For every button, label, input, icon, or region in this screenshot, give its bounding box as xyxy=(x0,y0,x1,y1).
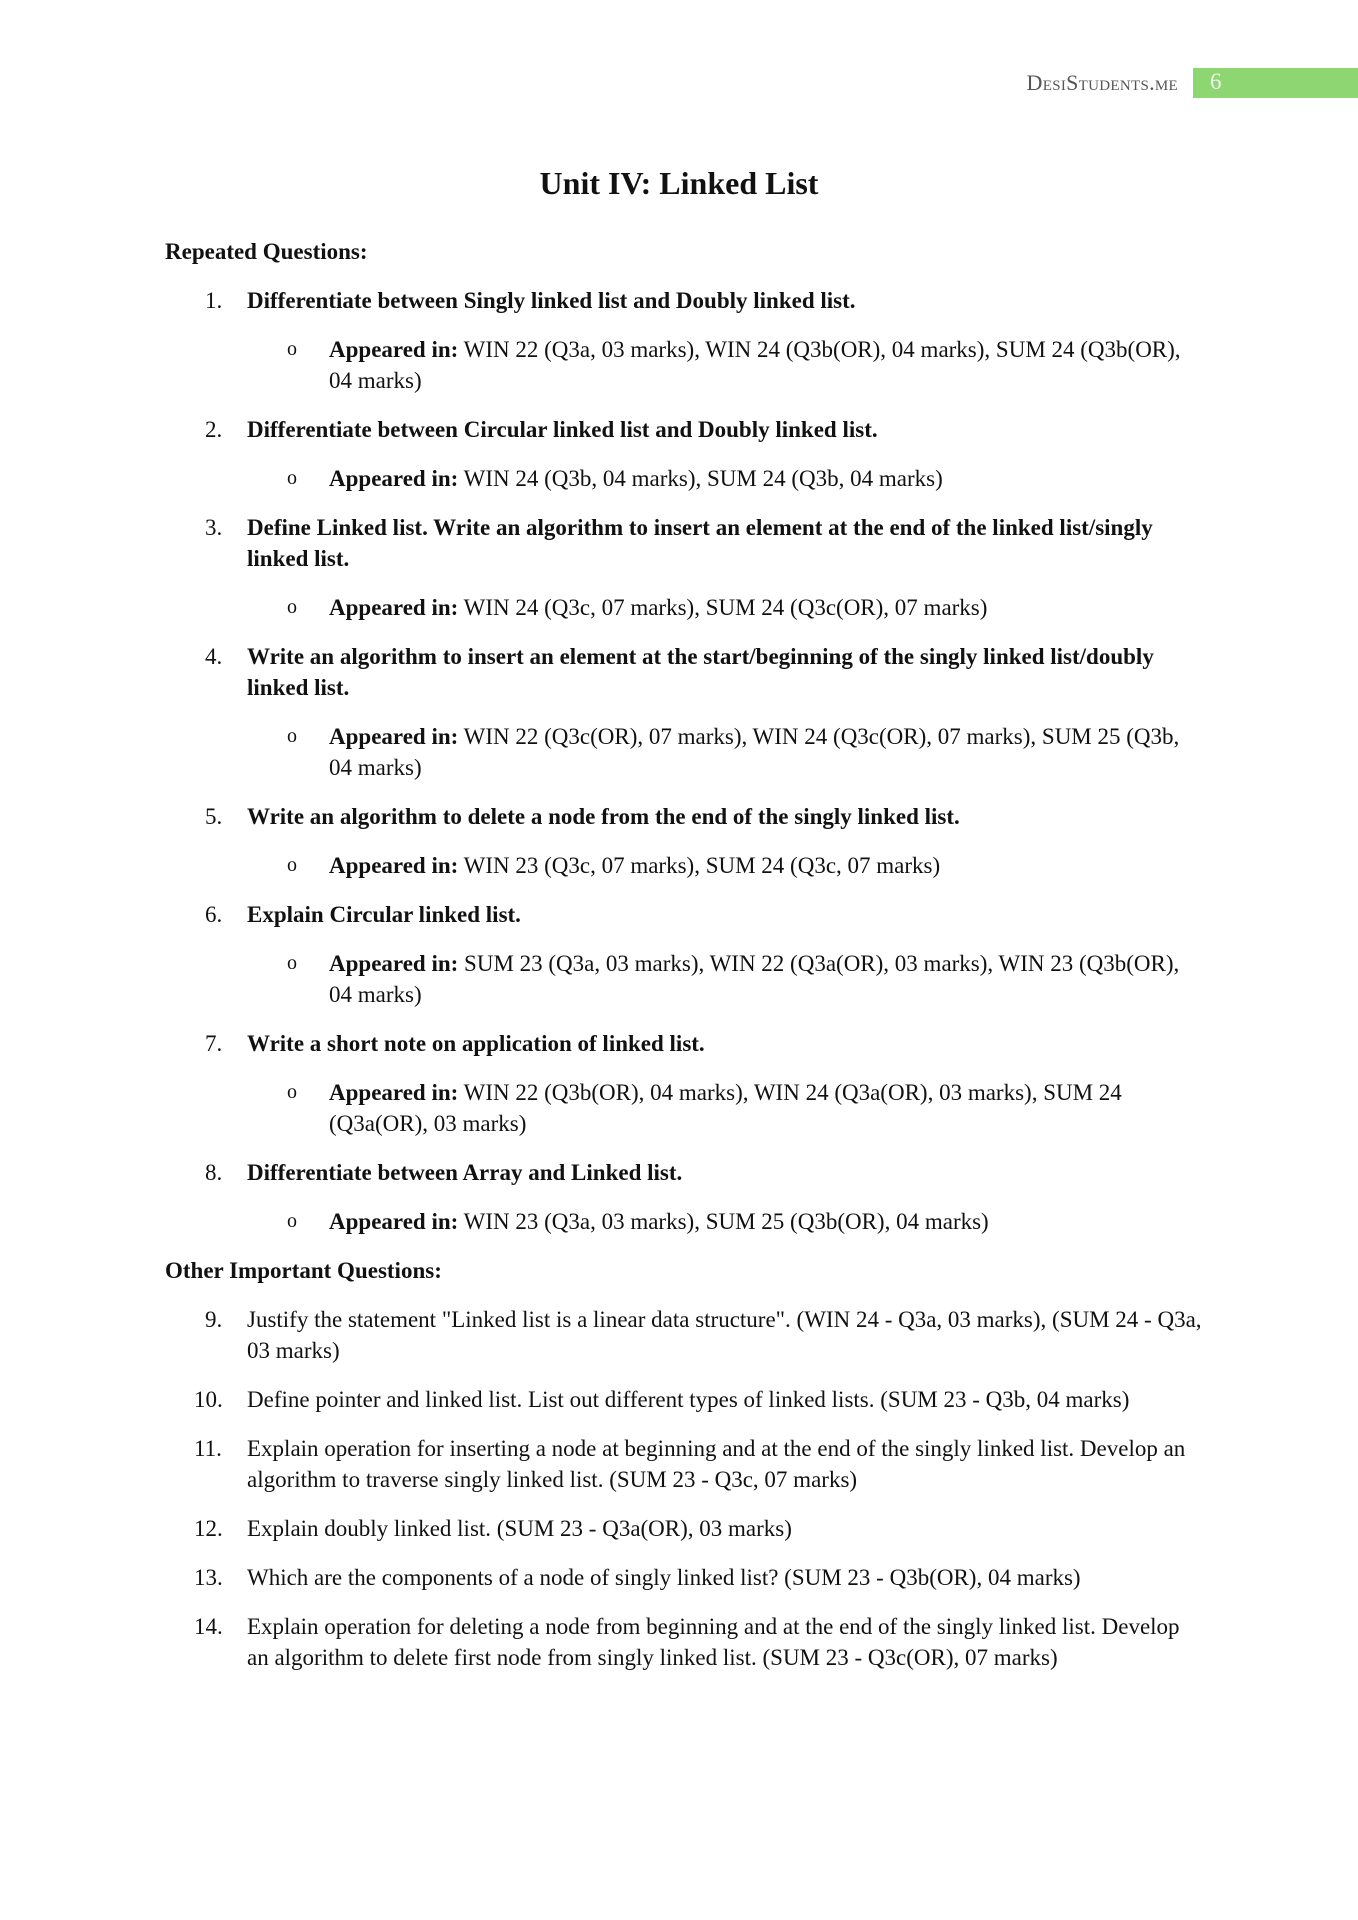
question-text: Differentiate between Singly linked list and Doubly linked list. xyxy=(247,288,856,313)
appeared-in-item xyxy=(165,850,1205,881)
question-item xyxy=(165,801,1205,832)
question-text: Define pointer and linked list. List out different types of linked lists. (SUM 23 - Q3b, 04 marks) xyxy=(247,1387,1130,1412)
hollow-bullet-icon: o xyxy=(287,854,297,876)
appeared-in-label: Appeared in: xyxy=(329,853,459,878)
appeared-in-item xyxy=(165,463,1205,494)
hollow-bullet-icon: o xyxy=(287,1210,297,1232)
question-item xyxy=(165,899,1205,930)
appeared-in-value: SUM 23 (Q3a, 03 marks), WIN 22 (Q3a(OR), 03 marks), WIN 23 (Q3b(OR), 04 marks) xyxy=(329,951,1180,1007)
question-number: 14. xyxy=(194,1614,223,1639)
question-text: Define Linked list. Write an algorithm to insert an element at the end of the linked list/singly linked list. xyxy=(247,515,1153,571)
appeared-in-label: Appeared in: xyxy=(329,1080,459,1105)
appeared-in-item xyxy=(165,721,1205,783)
site-brand: DesiStudents.me xyxy=(1026,70,1178,95)
appeared-in-item xyxy=(165,592,1205,623)
appeared-in-label: Appeared in: xyxy=(329,1209,459,1234)
question-item xyxy=(165,1028,1205,1059)
appeared-in-label: Appeared in: xyxy=(329,337,459,362)
hollow-bullet-icon: o xyxy=(287,1081,297,1103)
appeared-in-item xyxy=(165,1206,1205,1237)
other-question-item xyxy=(165,1384,1205,1415)
question-text: Write an algorithm to insert an element at the start/beginning of the singly linked list/doubly linked list. xyxy=(247,644,1154,700)
question-text: Write an algorithm to delete a node from the end of the singly linked list. xyxy=(247,804,960,829)
appeared-in-label: Appeared in: xyxy=(329,595,459,620)
question-text: Explain operation for inserting a node at beginning and at the end of the singly linked list. Develop an algorithm to traverse singly linked list. (SUM 23 - Q3c, 07 marks) xyxy=(247,1436,1186,1492)
question-item xyxy=(165,641,1205,703)
question-number: 8. xyxy=(205,1160,223,1185)
other-question-item xyxy=(165,1304,1205,1366)
hollow-bullet-icon: o xyxy=(287,952,297,974)
other-questions-heading: Other Important Questions: xyxy=(165,1258,442,1283)
appeared-in-value: WIN 22 (Q3a, 03 marks), WIN 24 (Q3b(OR), 04 marks), SUM 24 (Q3b(OR), 04 marks) xyxy=(329,337,1181,393)
question-number: 6. xyxy=(205,902,223,927)
page-header xyxy=(0,68,1358,98)
question-text: Differentiate between Array and Linked list. xyxy=(247,1160,683,1185)
appeared-in-item xyxy=(165,334,1205,396)
appeared-in-item xyxy=(165,1077,1205,1139)
question-number: 9. xyxy=(205,1307,223,1332)
appeared-in-item xyxy=(165,948,1205,1010)
question-text: Explain Circular linked list. xyxy=(247,902,521,927)
question-number: 3. xyxy=(205,515,223,540)
question-number: 2. xyxy=(205,417,223,442)
page-title: Unit IV: Linked List xyxy=(539,165,819,201)
question-text: Justify the statement "Linked list is a linear data structure". (WIN 24 - Q3a, 03 marks), (SUM 24 - Q3a, 03 marks) xyxy=(247,1307,1202,1363)
other-question-item xyxy=(165,1562,1205,1593)
repeated-questions-list xyxy=(165,285,1205,1237)
question-item xyxy=(165,414,1205,445)
appeared-in-value: WIN 22 (Q3c(OR), 07 marks), WIN 24 (Q3c(OR), 07 marks), SUM 25 (Q3b, 04 marks) xyxy=(329,724,1180,780)
question-number: 1. xyxy=(205,288,223,313)
repeated-questions-heading: Repeated Questions: xyxy=(165,239,368,264)
appeared-in-value: WIN 22 (Q3b(OR), 04 marks), WIN 24 (Q3a(OR), 03 marks), SUM 24 (Q3a(OR), 03 marks) xyxy=(329,1080,1122,1136)
question-number: 7. xyxy=(205,1031,223,1056)
hollow-bullet-icon: o xyxy=(287,725,297,747)
appeared-in-value: WIN 24 (Q3c, 07 marks), SUM 24 (Q3c(OR), 07 marks) xyxy=(458,595,988,620)
question-number: 13. xyxy=(194,1565,223,1590)
question-number: 11. xyxy=(194,1436,222,1461)
other-questions-list xyxy=(165,1304,1205,1673)
question-number: 5. xyxy=(205,804,223,829)
question-text: Explain doubly linked list. (SUM 23 - Q3a(OR), 03 marks) xyxy=(247,1516,792,1541)
question-text: Differentiate between Circular linked list and Doubly linked list. xyxy=(247,417,878,442)
appeared-in-value: WIN 23 (Q3c, 07 marks), SUM 24 (Q3c, 07 marks) xyxy=(458,853,941,878)
page-number: 6 xyxy=(1210,69,1222,94)
hollow-bullet-icon: o xyxy=(287,596,297,618)
other-question-item xyxy=(165,1611,1205,1673)
question-number: 10. xyxy=(194,1387,223,1412)
question-number: 4. xyxy=(205,644,223,669)
hollow-bullet-icon: o xyxy=(287,467,297,489)
question-text: Explain operation for deleting a node from beginning and at the end of the singly linked list. Develop an algorithm to delete first node from singly linked list. (SUM 23 - Q3c(OR), 07 marks) xyxy=(247,1614,1180,1670)
other-question-item xyxy=(165,1433,1205,1495)
question-text: Which are the components of a node of singly linked list? (SUM 23 - Q3b(OR), 04 marks) xyxy=(247,1565,1081,1590)
document-body xyxy=(165,236,1205,1691)
hollow-bullet-icon: o xyxy=(287,338,297,360)
appeared-in-label: Appeared in: xyxy=(329,466,459,491)
other-question-item xyxy=(165,1513,1205,1544)
appeared-in-label: Appeared in: xyxy=(329,951,459,976)
appeared-in-value: WIN 24 (Q3b, 04 marks), SUM 24 (Q3b, 04 marks) xyxy=(458,466,943,491)
appeared-in-value: WIN 23 (Q3a, 03 marks), SUM 25 (Q3b(OR), 04 marks) xyxy=(458,1209,989,1234)
appeared-in-label: Appeared in: xyxy=(329,724,459,749)
question-item xyxy=(165,285,1205,316)
page-number-box xyxy=(1193,68,1358,98)
question-item xyxy=(165,512,1205,574)
question-number: 12. xyxy=(194,1516,223,1541)
question-text: Write a short note on application of linked list. xyxy=(247,1031,705,1056)
question-item xyxy=(165,1157,1205,1188)
